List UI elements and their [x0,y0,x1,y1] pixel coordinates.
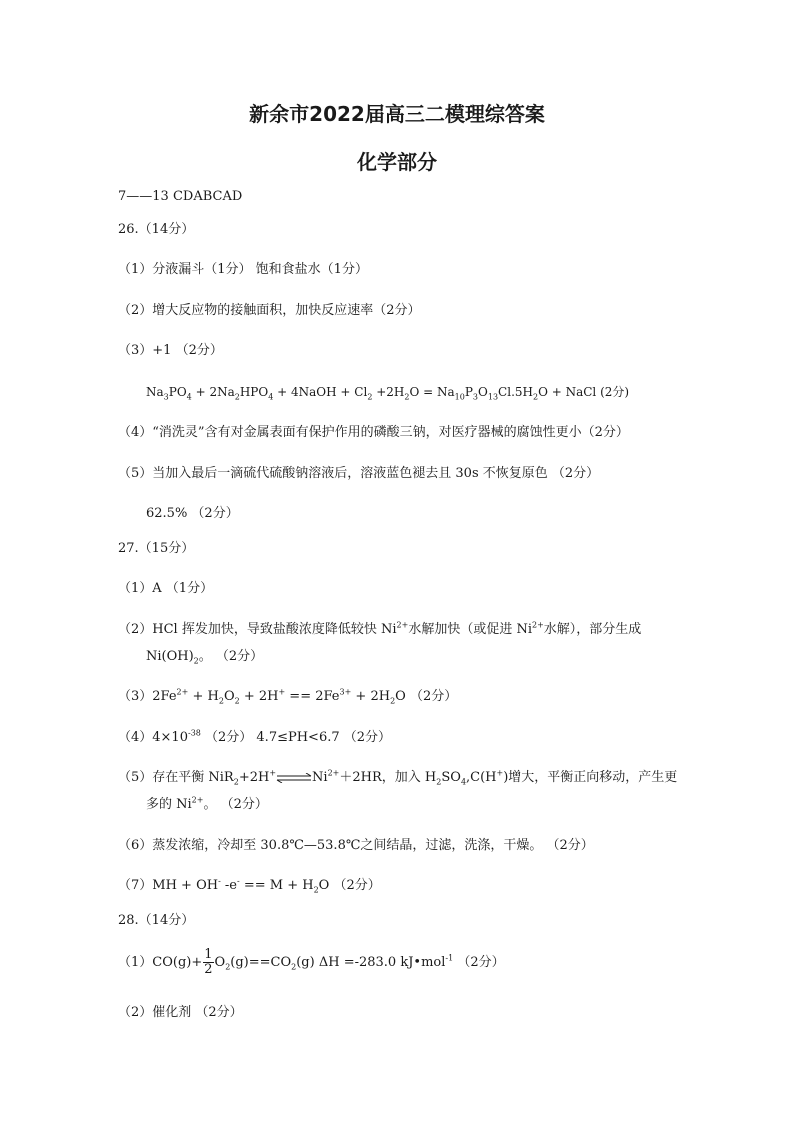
q26-part3: （3）+1 （2分） [118,343,223,358]
q26-part5-value: 62.5% （2分） [146,506,239,521]
q27-part5-line2: 多的 $Ni^{2+}$。 （2分） [146,795,268,812]
q28-header: 28.（14分） [118,913,195,928]
multiple-choice-answers: 7——13 CDABCAD [118,189,243,204]
q28-part2: （2）催化剂 （2分） [118,1005,243,1020]
q27-header: 27.（15分） [118,541,195,556]
q27-part6: （6）蒸发浓缩，冷却至 30.8℃—53.8℃之间结晶，过滤，洗涤，干燥。 （2分） [118,838,594,853]
section-subtitle: 化学部分 [357,150,437,174]
q26-part4: （4）“消洗灵”含有对金属表面有保护作用的磷酸三钠，对医疗器械的腐蚀性更小（2分） [118,425,629,440]
q26-part1: （1）分液漏斗（1分） 饱和食盐水（1分） [118,262,368,277]
q27-part3: $(3)2Fe^{2+} + H_2O_2 + 2H^+ == 2Fe^{3+} + 2H_2O$ （2分） [118,687,458,706]
one-half-fraction: $\frac{1}{2}$ [204,947,213,977]
q27-part2-line1: （2）HCl 挥发加快，导致盐酸浓度降低较快 $Ni^{2+}$水解加快（或促进 $Ni^{2+}$水解），部分生成 [118,620,642,637]
q26-part3-equation: $Na_3PO_4 + 2Na_2HPO_4$ + 4NaOH + $Cl_2 +2H_2O = Na_{10}P_3O_{13}Cl.5H_2O$ + NaCl (2分) [146,385,630,402]
page-title: 新余市2022届高三二模理综答案 [249,102,545,126]
q26-part5: （5）当加入最后一滴硫代硫酸钠溶液后，溶液蓝色褪去且 30s 不恢复原色 （2分） [118,466,600,481]
q28-part1: （1）CO(g)+ $\frac{1}{2}$ $O_2(g)==CO_2(g)$ ΔH =-283.0 kJ•mol$^{-1}$ （2分） [118,947,505,977]
q26-part2: （2）增大反应物的接触面积，加快反应速率（2分） [118,303,421,318]
equilibrium-arrow-icon [276,773,312,783]
q26-header: 26.（14分） [118,222,195,237]
q27-part2-line2: $Ni(OH)_2$。 （2分） [146,649,264,666]
q27-part1: （1）A （1分） [118,581,214,596]
q27-part5-line1: （5）存在平衡 NiR$_2$+2H+ $Ni^{2+}+2HR$，加入 $H_2SO_4,C(H^+)$增大，平衡正向移动，产生更 [118,768,678,787]
q27-part7: （7）MH + OH- $-e^- == M + H_2O$ （2分） [118,876,381,895]
q27-part4: $(4)4\times 10^{-38}$ （2分） 4.7≤PH<6.7 （2分） [118,728,392,745]
